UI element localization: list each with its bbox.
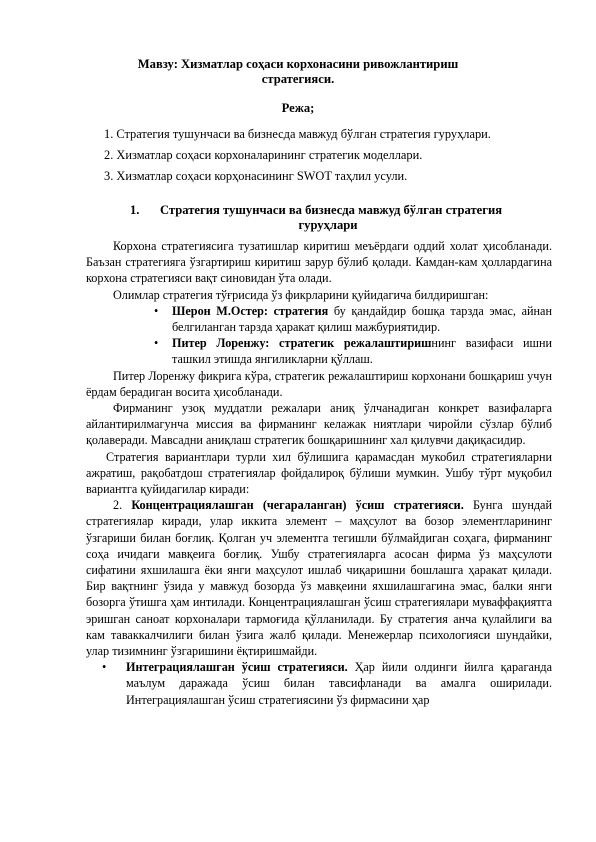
paragraph: Корхона стратегиясига тузатишлар киритиш меъёрдаги оддий холат ҳисобланади. Баъзан стратегияга ўзгартириш киритиш зарур бўлиб қолади. Камдан-кам ҳоллардагина корхона стратегияси вақт синовидан ўта олади. bbox=[86, 239, 552, 286]
definition-list bbox=[86, 303, 552, 368]
paragraph: Олимлар стратегия тўғрисида ўз фикрларини қуйидагича билдиришган: bbox=[113, 287, 489, 302]
list-item bbox=[86, 303, 552, 335]
plan-item: 2. Хизматлар соҳаси корхоналарининг стратегик моделлари. bbox=[104, 148, 423, 162]
list-item bbox=[86, 335, 552, 367]
plan-heading: Режа; bbox=[281, 101, 315, 115]
paragraph: Стратегия вариантлари турли хил бўлишига қарамасдан мукобил стратегияларни ажратиш, рақобатдош стратегиялар фойдалироқ бўлиши мумкин. Ушбу тўрт муқобил вариантга қуйидагилар киради: bbox=[86, 449, 552, 497]
bullet-icon: • bbox=[154, 336, 159, 351]
list-item bbox=[86, 659, 552, 708]
bullet-term: Шерон М.Остер: стратегия bbox=[172, 303, 329, 318]
paragraph: Питер Лоренжу фикрига кўра, стратегик режалаштириш корхонани бошқариш учун ёрдам берадиган восита ҳисобланади. bbox=[86, 368, 552, 399]
paragraph-text: Бунга шундай стратегиялар киради, улар иккита элемент – маҳсулот ва бозор элементларининг ўзгариши билан боғлиқ. Қолган уч элементга тегишли бўлмайдиган соҳага, фирманинг соҳа ичидаги мавқеига боғлиқ. Ушбу стратегияларга асосан фирма ўз маҳсулоти сифатини яхшилашга ёки янги маҳсулот ишлаб чиқаришни бошлашга ҳаракат қилади. Бир вақтнинг ўзида у мавжуд бозорда ўз мавқеини яхшилашгагина эмас, балки янги бозорга ўтишга ҳам интилади. Концентрациялашган ўсиш стратегиялари муваффақиятга эришган саноат корхоналари тармоғида қўлланилади. Бу стратегия анча қулайлиги ва кам таваккалчилиги билан ўзига жалб қилади. Менежерлар психологияси шундайки, улар тизимнинг ўзгаришини ёқтиришмайди. bbox=[86, 498, 552, 659]
section-number: 1. bbox=[130, 203, 140, 217]
plan-item: 1. Стратегия тушунчаси ва бизнесда мавжуд бўлган стратегия гуруҳлари. bbox=[104, 127, 491, 141]
document-body bbox=[86, 238, 552, 708]
strategy-term: Концентрациялашган (чегараланган) ўсиш стратегияси. bbox=[131, 498, 464, 513]
bullet-term: Питер Лоренжу: стратегик режалаштириш bbox=[172, 336, 432, 351]
bullet-icon: • bbox=[154, 303, 159, 318]
bullet-icon: • bbox=[102, 660, 107, 675]
bullet-text: Ҳар йили олдинги йилга қараганда маълум даражада ўсиш билан тавсифланади ва амалга оширилади. Интеграциялашган ўсиш стратегиясини ўз фирмасини ҳар bbox=[126, 660, 552, 707]
bullet-text: нинг вазифаси ишни ташкил этишда янгиликларни қўллаш. bbox=[172, 336, 552, 367]
plan-item: 3. Хизматлар соҳаси корҳонасининг SWOT таҳлил усули. bbox=[104, 169, 408, 183]
plan-list bbox=[104, 124, 491, 187]
section-title-line-2: гуруҳлари bbox=[298, 218, 358, 232]
document-title bbox=[80, 57, 516, 87]
bullet-text: бу қандайдир бошқа тарзда эмас, айнан белгиланган тарзда ҳаракат қилиш мажбуриятидир. bbox=[172, 303, 552, 335]
bullet-term: Интеграциялашган ўсиш стратегияси. bbox=[126, 660, 348, 675]
section-title-line-1: Стратегия тушунчаси ва бизнесда мавжуд бўлган стратегия bbox=[160, 203, 503, 217]
strategy-list bbox=[86, 659, 552, 708]
title-line-2: стратегияси. bbox=[261, 72, 335, 86]
paragraph-number: 2. bbox=[113, 498, 132, 513]
paragraph bbox=[86, 497, 552, 659]
title-line-1: Мавзу: Хизматлар соҳаси корхонасини ривожлантириш bbox=[137, 57, 459, 71]
paragraph: Фирманинг узоқ муддатли режалари аниқ ўлчанадиган конкрет вазифаларга айлантирилмагунча миссия ва фирманинг келажак ниятлари чиройли сўзлар бўлиб қолаверади. Мавсадни аниқлаш стратегик бошқаришнинг хал қилувчи дақиқасидир. bbox=[86, 401, 552, 448]
